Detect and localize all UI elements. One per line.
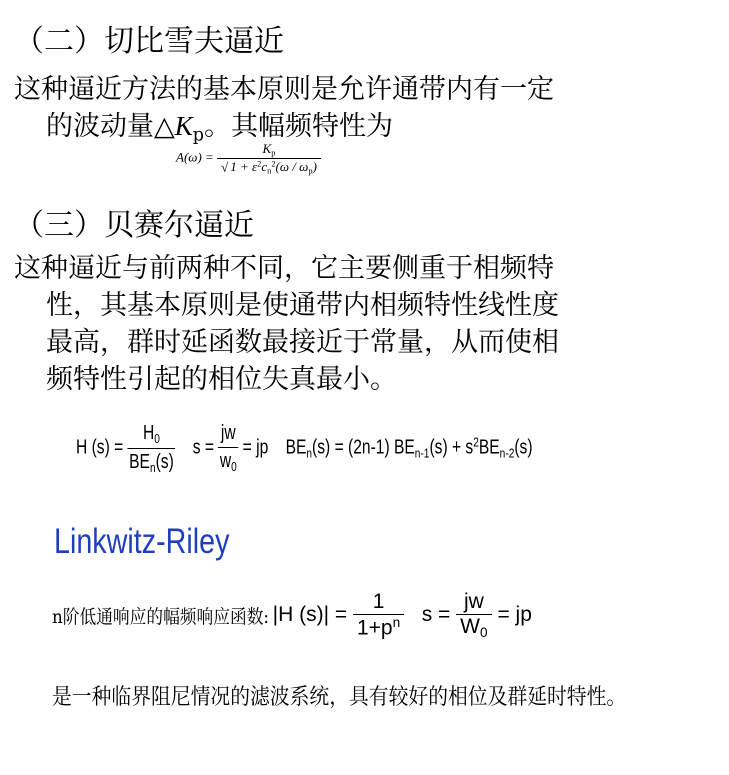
bessel-line-3: 最高，群时延函数最接近于常量，从而使相	[46, 327, 559, 358]
bessel-line-2: 性，其基本原则是使通带内相频特性线性度	[46, 290, 559, 321]
bessel-paragraph	[14, 250, 559, 398]
formula-1-c-sup: 2	[271, 158, 276, 169]
formula-3-num: 1	[372, 590, 385, 613]
chebyshev-line-2-suffix: 。其幅频特性为	[204, 111, 394, 142]
formula-3-s-eq: s =	[421, 602, 451, 626]
formula-3-prefix: n阶低通响应的幅频响应函数:	[52, 605, 270, 628]
chebyshev-amplitude-formula	[176, 141, 321, 176]
formula-3-eq-jp: = jp	[497, 602, 532, 626]
formula-1-k-sub: p	[271, 147, 276, 158]
formula-2-lhs: H (s) =	[76, 436, 124, 459]
formula-2-numerator	[128, 420, 176, 448]
bessel-line-1: 这种逼近与前两种不同，它主要侧重于相频特	[14, 253, 554, 284]
formula-2-be-sup: 2	[473, 434, 479, 450]
formula-2-s-fraction	[218, 420, 238, 476]
formula-3-den	[353, 614, 404, 641]
chebyshev-line-1: 这种逼近方法的基本原则是允许通带内有一定	[14, 74, 554, 105]
k-symbol: K	[174, 111, 193, 141]
formula-1-w-sub: p	[308, 165, 313, 176]
formula-2-h-sub: 0	[154, 430, 160, 446]
heading-chebyshev: （二）切比雪夫逼近	[14, 24, 284, 59]
formula-2-h: H	[143, 422, 155, 444]
formula-1-close: )	[312, 159, 317, 175]
formula-2-w0	[218, 447, 238, 476]
k-subscript: p	[192, 125, 205, 146]
formula-2-be-lhs: BE	[285, 436, 307, 459]
formula-3-den-base: 1+p	[356, 616, 393, 640]
formula-2-den-post: (s)	[155, 450, 174, 473]
formula-2-jw: jw	[220, 422, 236, 445]
linkwitz-riley-formula	[52, 590, 532, 641]
formula-2-be-mid2: (s) + s	[429, 436, 474, 459]
formula-1-c: c	[261, 159, 268, 175]
formula-2-w-sub: 0	[231, 459, 237, 475]
formula-1-numerator	[217, 141, 321, 158]
formula-1-den-pre: 1 + ε	[230, 159, 258, 175]
formula-1-lhs: A(ω) =	[176, 149, 214, 165]
formula-1-k: K	[262, 141, 272, 156]
formula-3-fraction	[353, 590, 404, 641]
formula-2-be-mid: (s) = (2n-1) BE	[312, 436, 415, 459]
formula-3-s-fraction	[456, 590, 491, 640]
formula-3-w0	[456, 614, 491, 640]
formula-2-be-end: (s)	[514, 436, 533, 459]
formula-2-be-lhs-sub: n	[306, 445, 313, 461]
formula-2-be: BE	[129, 450, 150, 473]
linkwitz-riley-title: Linkwitz-Riley	[54, 522, 230, 561]
bessel-line-4: 频特性引起的相位失真最小。	[46, 364, 397, 395]
formula-2-be-sub: n	[149, 459, 156, 475]
formula-2-eq-jp: = jp	[242, 436, 269, 459]
linkwitz-riley-description: 是一种临界阻尼情况的滤波系统，具有较好的相位及群延时特性。	[52, 685, 627, 710]
formula-2-denominator	[128, 448, 176, 477]
formula-2-be-mid3: BE	[478, 436, 500, 459]
formula-3-w: W	[460, 615, 480, 639]
formula-3-lhs: |H (s)| =	[272, 602, 348, 626]
formula-2-s-eq: s =	[192, 436, 214, 459]
formula-3-jw: jw	[463, 590, 484, 614]
formula-2-be-sub2: n-1	[414, 445, 430, 461]
formula-1-radicand	[228, 158, 317, 174]
formula-1-denominator: √ $1 + \varepsilon^2c_n^2(\omega / \omega_p)$	[217, 158, 321, 176]
heading-bessel: （三）贝赛尔逼近	[14, 208, 254, 243]
formula-1-c-sub: n	[267, 165, 272, 176]
formula-1-fraction	[217, 141, 321, 176]
formula-3-body	[273, 590, 532, 641]
formula-1-den-post: (ω / ω	[275, 159, 309, 175]
formula-2-w: w	[219, 450, 232, 473]
bessel-transfer-formula	[76, 420, 533, 477]
formula-3-w-sub: 0	[480, 625, 488, 641]
formula-2-fraction	[128, 420, 176, 477]
formula-3-den-sup: n	[392, 615, 401, 630]
delta-symbol: △	[154, 111, 175, 142]
chebyshev-line-2-prefix: 的波动量	[46, 111, 154, 142]
formula-1-eps-sup: 2	[257, 158, 262, 169]
formula-2-be-sub3: n-2	[499, 445, 515, 461]
